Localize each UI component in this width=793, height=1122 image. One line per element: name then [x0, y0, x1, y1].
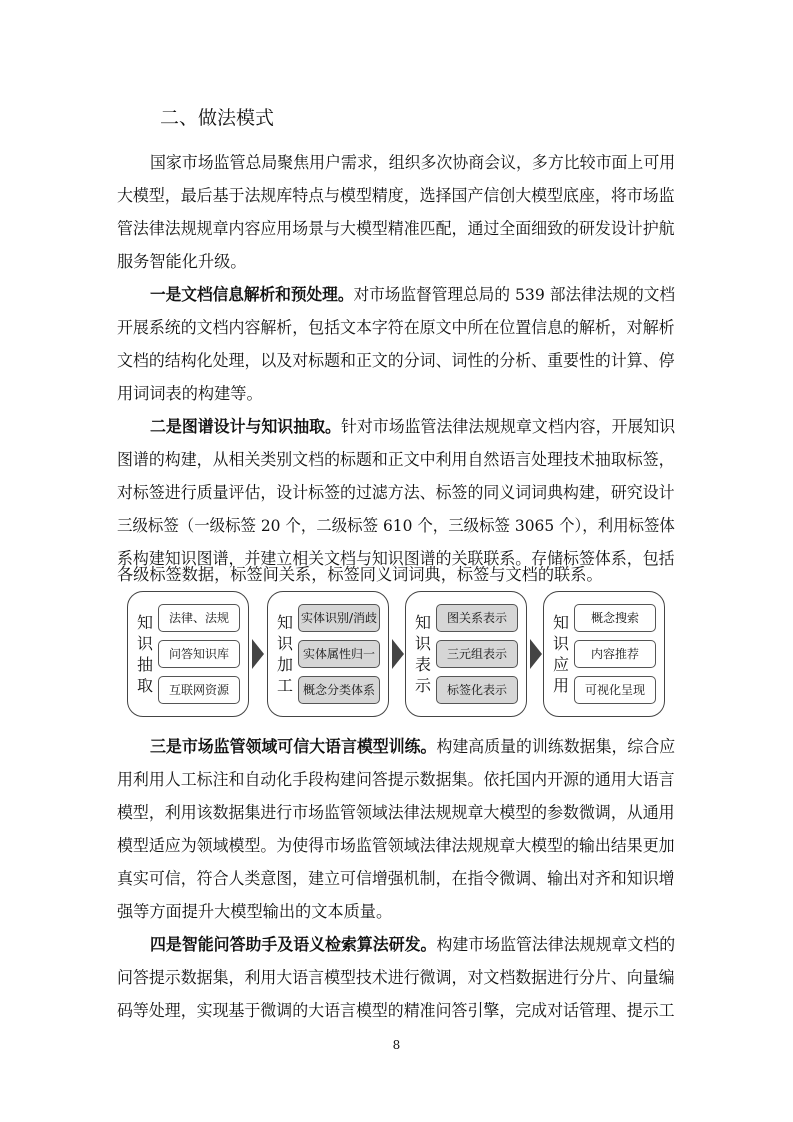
p5-lead: 四是智能问答助手及语义检索算法研发。	[150, 935, 437, 954]
p4-line-2: 用利用人工标注和自动化手段构建问答提示数据集。依托国内开源的通用大语言	[117, 770, 675, 789]
p5-line-1-text: 构建市场监管法律法规规章文档的	[436, 935, 676, 954]
p3-line-4: 三级标签（一级标签 20 个，二级标签 610 个，三级标签 3065 个），利用标签体	[117, 516, 675, 535]
p1-line-4: 服务智能化升级。	[117, 252, 247, 271]
page-number: 8	[392, 1038, 401, 1052]
diagram-item: 概念分类体系	[298, 676, 380, 704]
diagram-item: 概念搜索	[574, 604, 656, 632]
p4-line-1-text: 构建高质量的训练数据集，综合应	[436, 737, 676, 756]
diagram-item: 法律、法规	[158, 604, 240, 632]
p3-lead: 二是图谱设计与知识抽取。	[150, 417, 341, 436]
diagram-item: 标签化表示	[436, 676, 518, 704]
group-title: 知识加工	[276, 613, 293, 695]
diagram-item: 实体属性归一	[298, 640, 380, 668]
p2-line-1-text: 对市场监督管理总局的 539 部法律法规的文档	[353, 285, 676, 304]
group-title: 知识应用	[552, 613, 569, 695]
p1-line-2: 大模型，最后基于法规库特点与模型精度，选择国产信创大模型底座，将市场监	[117, 186, 675, 205]
diagram-item: 互联网资源	[158, 676, 240, 704]
diagram-item: 内容推荐	[574, 640, 656, 668]
diagram-item: 可视化呈现	[574, 676, 656, 704]
diagram-group-application	[543, 591, 665, 717]
p2-line-3: 文档的结构化处理，以及对标题和正文的分词、词性的分析、重要性的计算、停	[117, 351, 675, 370]
p4-lead: 三是市场监管领域可信大语言模型训练。	[150, 737, 437, 756]
diagram-item: 实体识别/消歧	[298, 604, 380, 632]
group-title: 知识抽取	[136, 613, 153, 695]
diagram-item: 图关系表示	[436, 604, 518, 632]
arrow-icon	[252, 639, 264, 669]
p3-line-3: 对标签进行质量评估，设计标签的过滤方法、标签的同义词词典构建，研究设计	[117, 483, 675, 502]
p3-line-6: 各级标签数据，标签间关系，标签同义词词典，标签与文档的联系。	[117, 565, 603, 584]
p3-line-1-text: 针对市场监管法律法规规章文档内容，开展知识	[340, 417, 676, 436]
diagram-group-representation	[405, 591, 527, 717]
p3-line-5: 系构建知识图谱，并建立相关文档与知识图谱的关联联系。存储标签体系，包括	[117, 549, 675, 568]
p2-lead: 一是文档信息解析和预处理。	[150, 285, 354, 304]
p1-line-3: 管法律法规规章内容应用场景与大模型精准匹配，通过全面细致的研发设计护航	[117, 219, 675, 238]
arrow-icon	[530, 639, 542, 669]
p4-line-3: 模型，利用该数据集进行市场监管领域法律法规规章大模型的参数微调，从通用	[117, 803, 675, 822]
arrow-icon	[392, 639, 404, 669]
diagram-item: 问答知识库	[158, 640, 240, 668]
p1-line-1: 国家市场监管总局聚焦用户需求，组织多次协商会议，多方比较市面上可用	[150, 153, 676, 172]
p3-line-2: 图谱的构建，从相关类别文档的标题和正文中利用自然语言处理技术抽取标签，	[117, 450, 675, 469]
p4-line-1	[150, 737, 675, 757]
knowledge-graph-diagram	[127, 591, 677, 719]
diagram-group-processing	[267, 591, 389, 717]
p4-line-5: 真实可信，符合人类意图，建立可信增强机制，在指令微调、输出对齐和知识增	[117, 869, 675, 888]
p2-line-1	[150, 285, 675, 305]
p5-line-1	[150, 935, 675, 955]
p4-line-6: 强等方面提升大模型输出的文本质量。	[117, 902, 393, 921]
p5-line-2: 问答提示数据集，利用大语言模型技术进行微调，对文档数据进行分片、向量编	[117, 968, 675, 987]
section-heading: 二、做法模式	[160, 107, 275, 129]
p3-line-1	[150, 417, 675, 437]
p4-line-4: 模型适应为领域模型。为使得市场监管领域法律法规规章大模型的输出结果更加	[117, 836, 675, 855]
group-title: 知识表示	[414, 613, 431, 695]
diagram-item: 三元组表示	[436, 640, 518, 668]
diagram-group-extraction	[127, 591, 249, 717]
p2-line-2: 开展系统的文档内容解析，包括文本字符在原文中所在位置信息的解析，对解析	[117, 318, 675, 337]
p5-line-3: 码等处理，实现基于微调的大语言模型的精准问答引擎，完成对话管理、提示工	[117, 1001, 675, 1020]
p2-line-4: 用词词表的构建等。	[117, 384, 263, 403]
